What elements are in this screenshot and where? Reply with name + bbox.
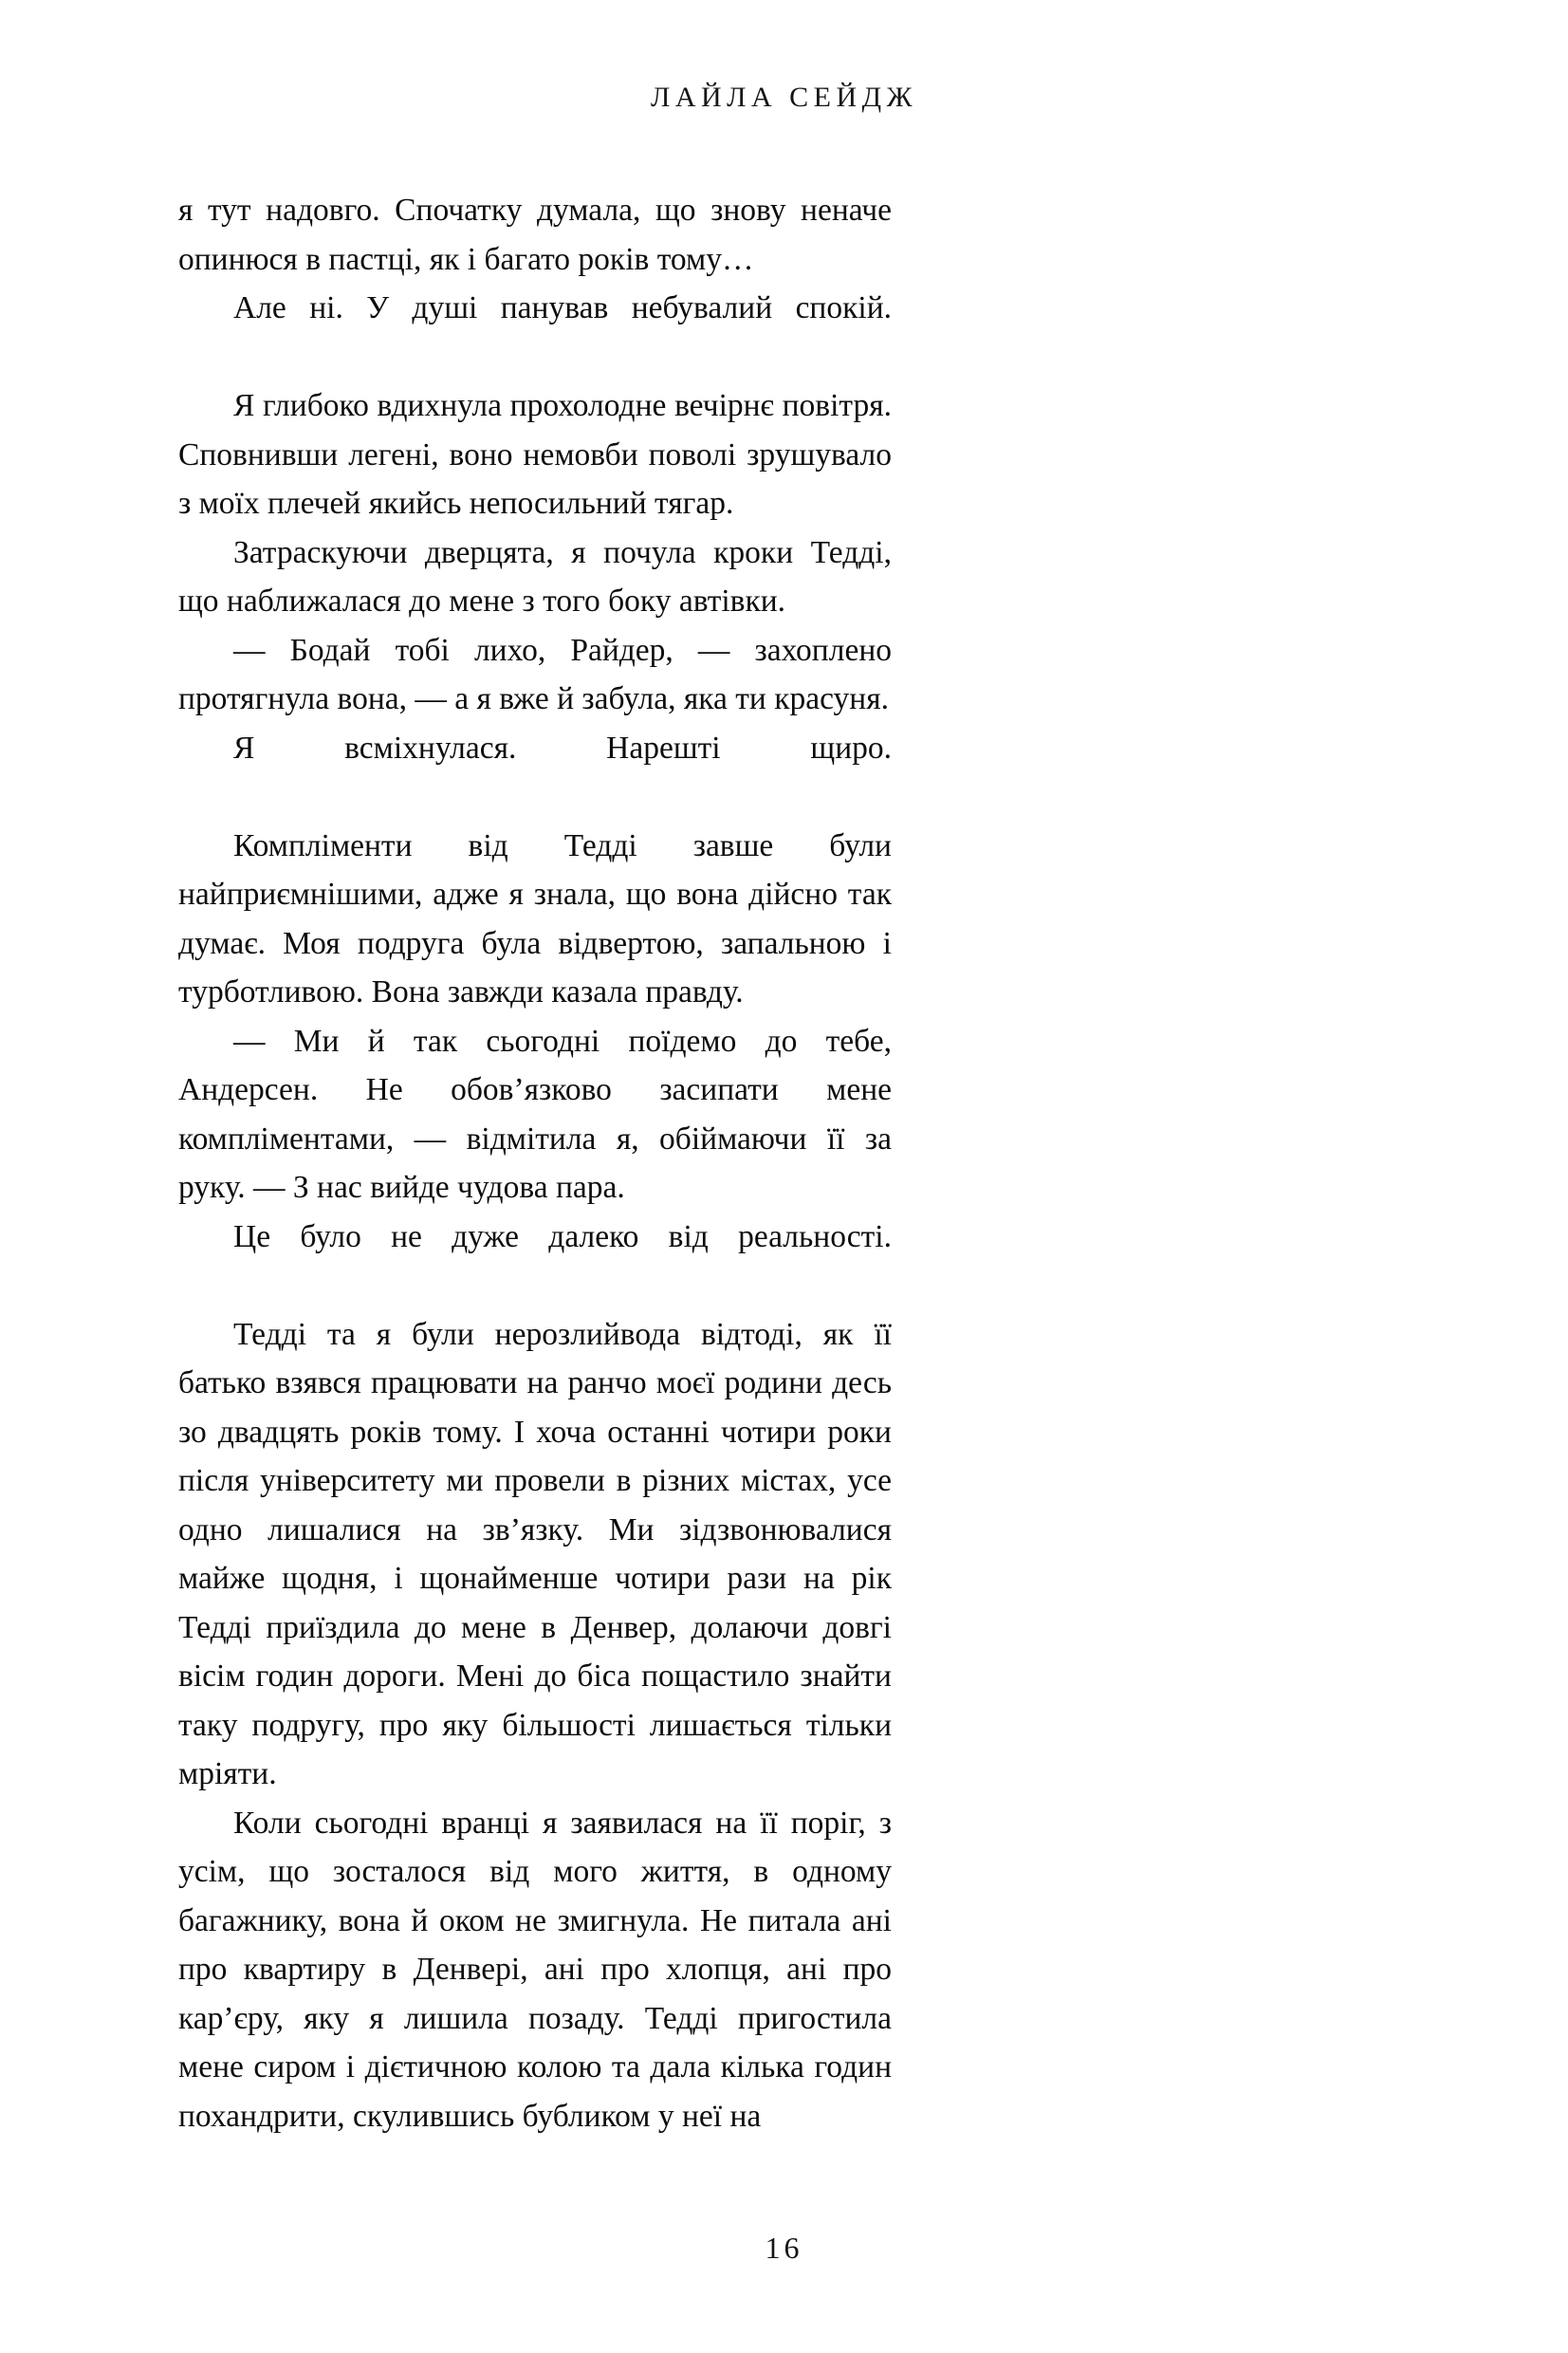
- page-number: 16: [765, 2231, 803, 2265]
- paragraph-8: — Ми й так сьогодні поїдемо до тебе, Андерсен. Не обов’язково засипати мене компліментами, — відмітила я, обіймаючи її за руку. — З нас вийде чудова пара.: [178, 1023, 892, 1205]
- paragraph-7: Компліменти від Тедді завше були найприємнішими, адже я знала, що вона дійсно так думає. Моя подруга була відвертою, запальною і турботливою. Вона завжди казала правду.: [178, 827, 892, 1010]
- paragraph-9: Це було не дуже далеко від реальності.: [233, 1218, 892, 1254]
- paragraph-10: Тедді та я були нерозлийвода відтоді, як її батько взявся працювати на ранчо моєї родини десь зо двадцять років тому. І хоча останні чотири роки після університету ми провели в різних містах, усе одно лишалися на зв’язку. Ми зідзвонювалися майже щодня, і щонайменше чотири рази на рік Тедді приїздила до мене в Денвер, долаючи довгі вісім годин дороги. Мені до біса пощастило знайти таку подругу, про яку більшості лишається тільки мріяти.: [178, 1316, 892, 1791]
- paragraph-1: я тут надовго. Спочатку думала, що знову неначе опинюся в пастці, як і багато років тому…: [178, 193, 892, 277]
- paragraph-6: Я всміхнулася. Нарешті щиро.: [233, 730, 892, 766]
- paragraph-2: Але ні. У душі панував небувалий спокій.: [233, 290, 892, 325]
- paragraph-5: — Бодай тобі лихо, Райдер, — захоплено протягнула вона, — а я вже й забула, яка ти красуня.: [178, 632, 892, 716]
- body-text-block: [178, 186, 892, 2140]
- paragraph-4: Затраскуючи дверцята, я почула кроки Тедді, що наближалася до мене з того боку автівки.: [178, 534, 892, 619]
- paragraph-3: Я глибоко вдихнула прохолодне вечірнє повітря. Сповнивши легені, воно немовби поволі зрушувало з моїх плечей якийсь непосильний тягар.: [178, 388, 892, 521]
- running-head: ЛАЙЛА СЕЙДЖ: [650, 82, 918, 113]
- paragraph-11: Коли сьогодні вранці я заявилася на її поріг, з усім, що зосталося від мого життя, в одному багажнику, вона й оком не змигнула. Не питала ані про квартиру в Денвері, ані про хлопця, ані про кар’єру, яку я лишила позаду. Тедді пригостила мене сиром і дієтичною колою та дала кілька годин похандрити, скулившись бубликом у неї на: [178, 1805, 892, 2134]
